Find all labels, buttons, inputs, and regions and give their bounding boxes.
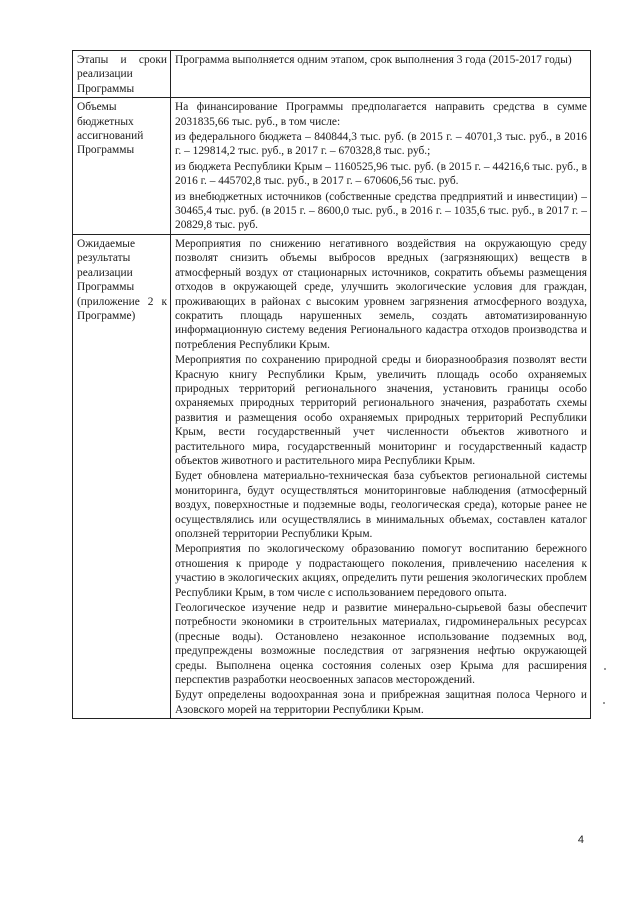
- paragraph: Мероприятия по снижению негативного воздействия на окружающую среду позволят снизить объемы выбросов вредных (загрязняющих) веществ в атмосферный воздух от стационарных источников, сократить объемы размещения отходов в окружающей среде, улучшить экологические условия для граждан, проживающих в районах с высоким уровнем загрязнения атмосферного воздуха, сократить площадь нарушенных земель, создать автоматизированную информационную систему ведения Регионального кадастра отходов производства и потребления Республики Крым.: [175, 237, 587, 351]
- paragraph: На финансирование Программы предполагается направить средства в сумме 2031835,66 тыс. руб., в том числе:: [175, 101, 587, 128]
- paragraph: Будет обновлена материально-техническая база субъектов региональной системы мониторинга, будут осуществляться мониторинговые наблюдения (атмосферный воздух, поверхностные и подземные воды, геологическая среда), которые ранее не осуществлялись или осуществлялись в минимальных объемах, составлен каталог оползней территории Республики Крым.: [175, 470, 587, 540]
- paragraph: Мероприятия по экологическому образованию помогут воспитанию бережного отношения к природе у подрастающего поколения, привлечению населения к участию в экологических акциях, определить пути решения экологических проблем Республики Крым, в том числе с использованием передового опыта.: [175, 543, 587, 599]
- scan-speck: [604, 668, 606, 670]
- program-passport-table: [72, 50, 591, 719]
- page-number: 4: [577, 834, 584, 846]
- row-content: [171, 234, 591, 718]
- row-content: [171, 51, 591, 98]
- row-label: Этапы и сроки реализации Программы: [73, 51, 171, 98]
- paragraph: из федерального бюджета – 840844,3 тыс. руб. (в 2015 г. – 40701,3 тыс. руб., в 2016 г. – 129814,2 тыс. руб., в 2017 г. – 670328,8 тыс. руб.;: [175, 131, 587, 158]
- row-label: Ожидаемые результаты реализации Программы (приложение 2 к Программе): [73, 234, 171, 718]
- paragraph: из внебюджетных источников (собственные средства предприятий и инвестиции) – 30465,4 тыс. руб. (в 2015 г. – 8600,0 тыс. руб., в 2016 г. – 1035,6 тыс. руб., в 2017 г. – 20829,8 тыс. руб.: [175, 190, 587, 232]
- row-content: [171, 98, 591, 235]
- row-label: Объемы бюджетных ассигнований Программы: [73, 98, 171, 235]
- paragraph: Будут определены водоохранная зона и прибрежная защитная полоса Черного и Азовского морей на территории Республики Крым.: [175, 689, 587, 716]
- row-expected-results: [73, 234, 591, 718]
- paragraph: Геологическое изучение недр и развитие минерально-сырьевой базы обеспечит потребности экономики в строительных материалах, гидроминеральных ресурсах (пресные воды). Остановлено незаконное использование подземных вод, предупреждены возможные последствия от загрязнения нефтью окружающей среды. Выполнена оценка состояния соленых озер Крыма для расширения перспектив разработки неосвоенных запасов месторождений.: [175, 602, 587, 687]
- scan-speck: [603, 702, 605, 704]
- paragraph: из бюджета Республики Крым – 1160525,96 тыс. руб. (в 2015 г. – 44216,6 тыс. руб., в 2016 г. – 445702,8 тыс. руб., в 2017 г. – 670606,56 тыс. руб.: [175, 160, 587, 188]
- paragraph: Мероприятия по сохранению природной среды и биоразнообразия позволят вести Красную книгу Республики Крым, увеличить площадь особо охраняемых природных территорий регионального значения, установить границы особо охраняемых природных территорий регионального значения, разработать схемы развития и размещения особо охраняемых природных территорий Республики Крым, вести государственный учет численности объектов животного и растительного мира, государственный мониторинг и государственный кадастр объектов животного и растительного мира Республики Крым.: [175, 354, 587, 467]
- row-budget-allocations: [73, 98, 591, 235]
- paragraph: Программа выполняется одним этапом, срок выполнения 3 года (2015-2017 годы): [175, 54, 572, 66]
- row-stages-and-terms: [73, 51, 591, 98]
